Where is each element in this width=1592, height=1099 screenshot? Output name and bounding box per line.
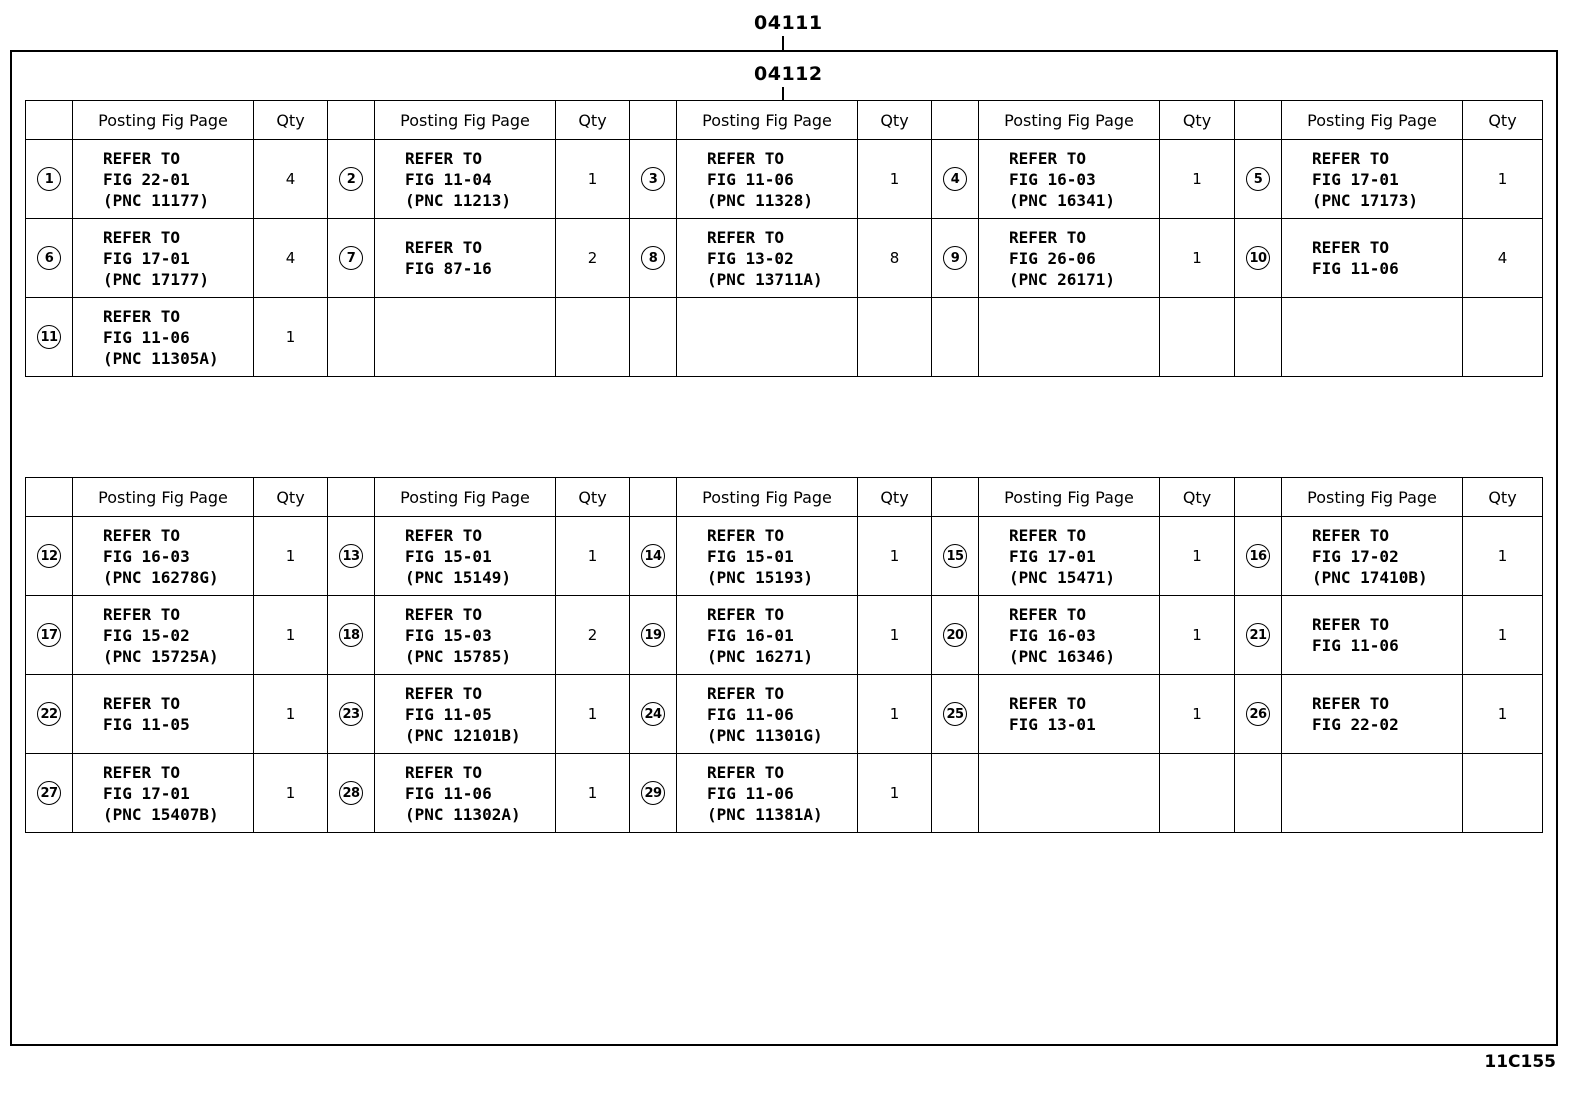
figure-code: 11C155: [1484, 1052, 1556, 1072]
table-header-row: [26, 478, 1543, 517]
reference-line: REFER TO: [707, 227, 785, 247]
item-callout-number: 26: [1246, 702, 1270, 726]
header-index-cell: [1235, 478, 1282, 517]
posting-reference-cell: [375, 298, 556, 377]
posting-reference-cell: [1282, 140, 1463, 219]
item-callout-number: 29: [641, 781, 665, 805]
posting-reference-cell: [979, 675, 1160, 754]
item-callout-number: 12: [37, 544, 61, 568]
item-callout-number: 19: [641, 623, 665, 647]
reference-line: REFER TO: [405, 238, 483, 257]
table-header-row: [26, 101, 1543, 140]
item-number-cell: [328, 219, 375, 298]
posting-reference-cell: [979, 140, 1160, 219]
posting-reference-cell: [73, 298, 254, 377]
item-callout-number: 15: [943, 544, 967, 568]
item-number-cell: [328, 298, 375, 377]
qty-cell: 1: [1463, 596, 1543, 675]
qty-cell: 1: [858, 517, 932, 596]
reference-line: REFER TO: [1009, 604, 1087, 624]
table-row: [26, 675, 1543, 754]
qty-cell: 1: [1463, 140, 1543, 219]
posting-reference-cell: [1282, 754, 1463, 833]
posting-reference-cell: [677, 675, 858, 754]
posting-reference-cell: [73, 596, 254, 675]
reference-line: FIG 11-04: [405, 169, 492, 189]
reference-line: (PNC 17410B): [1312, 567, 1428, 587]
item-number-cell: [932, 298, 979, 377]
qty-cell: 1: [858, 596, 932, 675]
qty-cell: 1: [1160, 517, 1235, 596]
reference-line: REFER TO: [405, 148, 483, 168]
item-callout-number: 5: [1246, 167, 1270, 191]
reference-line: FIG 11-06: [1312, 259, 1399, 278]
header-posting-fig-page: Posting Fig Page: [73, 478, 254, 517]
header-index-cell: [26, 478, 73, 517]
reference-line: (PNC 11302A): [405, 804, 521, 824]
posting-reference-cell: [979, 517, 1160, 596]
item-number-cell: [1235, 140, 1282, 219]
item-callout-number: 1: [37, 167, 61, 191]
reference-line: (PNC 16271): [707, 646, 813, 666]
qty-cell: 1: [858, 675, 932, 754]
reference-line: (PNC 16346): [1009, 646, 1115, 666]
reference-line: REFER TO: [1312, 238, 1390, 257]
item-number-cell: [932, 219, 979, 298]
qty-cell: [556, 298, 630, 377]
qty-cell: 1: [1160, 596, 1235, 675]
posting-reference-cell: [375, 219, 556, 298]
header-qty: Qty: [254, 478, 328, 517]
item-callout-number: 3: [641, 167, 665, 191]
reference-line: FIG 11-06: [1312, 636, 1399, 655]
reference-line: REFER TO: [103, 694, 181, 713]
reference-line: REFER TO: [1312, 694, 1390, 713]
posting-reference-cell: [375, 140, 556, 219]
group-label: 04111: [754, 12, 823, 34]
item-callout-number: 22: [37, 702, 61, 726]
posting-reference-cell: [677, 298, 858, 377]
table-row: [26, 596, 1543, 675]
posting-reference-cell: [375, 675, 556, 754]
item-number-cell: [932, 754, 979, 833]
reference-line: REFER TO: [103, 604, 181, 624]
reference-line: (PNC 15193): [707, 567, 813, 587]
item-number-cell: [932, 140, 979, 219]
header-qty: Qty: [1160, 478, 1235, 517]
item-callout-number: 7: [339, 246, 363, 270]
item-callout-number: 2: [339, 167, 363, 191]
qty-cell: 1: [1160, 219, 1235, 298]
qty-cell: 4: [1463, 219, 1543, 298]
item-number-cell: [932, 517, 979, 596]
header-index-cell: [932, 478, 979, 517]
posting-reference-cell: [73, 140, 254, 219]
item-number-cell: [630, 140, 677, 219]
qty-cell: 1: [1463, 517, 1543, 596]
reference-line: REFER TO: [103, 525, 181, 545]
table-row: [26, 219, 1543, 298]
posting-reference-cell: [1282, 596, 1463, 675]
reference-line: REFER TO: [1009, 148, 1087, 168]
header-posting-fig-page: Posting Fig Page: [375, 478, 556, 517]
reference-line: FIG 22-02: [1312, 715, 1399, 734]
reference-line: REFER TO: [103, 762, 181, 782]
reference-line: REFER TO: [1312, 615, 1390, 634]
reference-line: FIG 15-02: [103, 625, 190, 645]
item-number-cell: [26, 596, 73, 675]
item-number-cell: [1235, 219, 1282, 298]
qty-cell: 1: [556, 754, 630, 833]
qty-cell: 1: [1160, 675, 1235, 754]
reference-line: (PNC 13711A): [707, 269, 823, 289]
reference-line: REFER TO: [707, 762, 785, 782]
reference-line: REFER TO: [103, 148, 181, 168]
item-callout-number: 25: [943, 702, 967, 726]
qty-cell: [1160, 754, 1235, 833]
item-callout-number: 21: [1246, 623, 1270, 647]
header-qty: Qty: [1463, 478, 1543, 517]
reference-line: (PNC 15407B): [103, 804, 219, 824]
posting-reference-cell: [73, 517, 254, 596]
posting-reference-cell: [677, 596, 858, 675]
qty-cell: 1: [254, 298, 328, 377]
reference-line: FIG 87-16: [405, 259, 492, 278]
reference-line: REFER TO: [405, 762, 483, 782]
item-callout-number: 27: [37, 781, 61, 805]
item-number-cell: [328, 517, 375, 596]
qty-cell: 1: [556, 675, 630, 754]
qty-cell: 1: [858, 140, 932, 219]
reference-line: REFER TO: [1312, 148, 1390, 168]
item-callout-number: 8: [641, 246, 665, 270]
reference-line: FIG 13-02: [707, 248, 794, 268]
posting-reference-cell: [677, 517, 858, 596]
item-number-cell: [26, 219, 73, 298]
qty-cell: 1: [556, 140, 630, 219]
posting-reference-cell: [1282, 517, 1463, 596]
item-number-cell: [26, 517, 73, 596]
reference-line: (PNC 17173): [1312, 190, 1418, 210]
subgroup-label: 04112: [754, 63, 823, 85]
group-leader-line: [782, 36, 784, 50]
posting-reference-cell: [979, 754, 1160, 833]
qty-cell: 8: [858, 219, 932, 298]
reference-line: FIG 11-06: [707, 169, 794, 189]
reference-line: FIG 15-01: [707, 546, 794, 566]
reference-line: FIG 15-03: [405, 625, 492, 645]
item-callout-number: 4: [943, 167, 967, 191]
reference-line: (PNC 12101B): [405, 725, 521, 745]
reference-line: REFER TO: [405, 604, 483, 624]
reference-line: FIG 16-03: [1009, 169, 1096, 189]
subgroup-leader-line: [782, 87, 784, 100]
posting-reference-cell: [1282, 219, 1463, 298]
item-callout-number: 28: [339, 781, 363, 805]
qty-cell: [1463, 754, 1543, 833]
header-qty: Qty: [858, 101, 932, 140]
item-number-cell: [630, 517, 677, 596]
qty-cell: 1: [556, 517, 630, 596]
reference-line: (PNC 26171): [1009, 269, 1115, 289]
item-number-cell: [328, 596, 375, 675]
header-qty: Qty: [858, 478, 932, 517]
item-number-cell: [1235, 298, 1282, 377]
header-index-cell: [328, 101, 375, 140]
reference-line: (PNC 15785): [405, 646, 511, 666]
header-posting-fig-page: Posting Fig Page: [1282, 478, 1463, 517]
item-number-cell: [630, 596, 677, 675]
reference-line: FIG 11-06: [405, 783, 492, 803]
table-row: [26, 298, 1543, 377]
item-number-cell: [26, 140, 73, 219]
item-number-cell: [328, 140, 375, 219]
header-qty: Qty: [1463, 101, 1543, 140]
reference-line: FIG 17-02: [1312, 546, 1399, 566]
item-callout-number: 18: [339, 623, 363, 647]
header-qty: Qty: [556, 478, 630, 517]
reference-line: FIG 17-01: [1009, 546, 1096, 566]
item-callout-number: 10: [1246, 246, 1270, 270]
table-row: [26, 140, 1543, 219]
reference-line: FIG 16-01: [707, 625, 794, 645]
reference-line: FIG 11-06: [103, 327, 190, 347]
item-callout-number: 17: [37, 623, 61, 647]
posting-reference-cell: [677, 140, 858, 219]
posting-reference-cell: [979, 298, 1160, 377]
qty-cell: 1: [1160, 140, 1235, 219]
header-qty: Qty: [254, 101, 328, 140]
reference-table-lower: [25, 477, 1543, 833]
posting-reference-cell: [73, 754, 254, 833]
item-callout-number: 11: [37, 325, 61, 349]
item-number-cell: [630, 675, 677, 754]
item-callout-number: 20: [943, 623, 967, 647]
header-index-cell: [26, 101, 73, 140]
reference-line: (PNC 11328): [707, 190, 813, 210]
header-posting-fig-page: Posting Fig Page: [979, 101, 1160, 140]
reference-line: REFER TO: [707, 525, 785, 545]
header-index-cell: [328, 478, 375, 517]
item-callout-number: 16: [1246, 544, 1270, 568]
reference-line: (PNC 11213): [405, 190, 511, 210]
reference-line: REFER TO: [707, 683, 785, 703]
qty-cell: [1160, 298, 1235, 377]
item-number-cell: [1235, 517, 1282, 596]
item-number-cell: [932, 596, 979, 675]
item-number-cell: [630, 754, 677, 833]
posting-reference-cell: [677, 754, 858, 833]
reference-line: FIG 13-01: [1009, 715, 1096, 734]
reference-line: REFER TO: [1009, 227, 1087, 247]
qty-cell: 1: [254, 754, 328, 833]
reference-line: REFER TO: [1009, 525, 1087, 545]
reference-line: REFER TO: [707, 148, 785, 168]
reference-line: REFER TO: [103, 306, 181, 326]
reference-line: FIG 17-01: [103, 248, 190, 268]
item-callout-number: 13: [339, 544, 363, 568]
item-number-cell: [26, 298, 73, 377]
item-callout-number: 24: [641, 702, 665, 726]
reference-table-upper: [25, 100, 1543, 377]
posting-reference-cell: [979, 596, 1160, 675]
header-posting-fig-page: Posting Fig Page: [979, 478, 1160, 517]
header-posting-fig-page: Posting Fig Page: [73, 101, 254, 140]
reference-line: (PNC 15149): [405, 567, 511, 587]
header-posting-fig-page: Posting Fig Page: [1282, 101, 1463, 140]
reference-line: (PNC 15725A): [103, 646, 219, 666]
reference-line: REFER TO: [1312, 525, 1390, 545]
posting-reference-cell: [1282, 675, 1463, 754]
posting-reference-cell: [979, 219, 1160, 298]
reference-line: FIG 26-06: [1009, 248, 1096, 268]
header-posting-fig-page: Posting Fig Page: [375, 101, 556, 140]
header-index-cell: [630, 101, 677, 140]
item-number-cell: [932, 675, 979, 754]
reference-line: (PNC 11305A): [103, 348, 219, 368]
header-qty: Qty: [556, 101, 630, 140]
reference-line: REFER TO: [103, 227, 181, 247]
qty-cell: 1: [254, 596, 328, 675]
reference-line: (PNC 11301G): [707, 725, 823, 745]
item-callout-number: 23: [339, 702, 363, 726]
reference-line: (PNC 11177): [103, 190, 209, 210]
header-index-cell: [630, 478, 677, 517]
qty-cell: 1: [1463, 675, 1543, 754]
reference-line: REFER TO: [707, 604, 785, 624]
posting-reference-cell: [73, 219, 254, 298]
reference-line: (PNC 11381A): [707, 804, 823, 824]
reference-line: REFER TO: [1009, 694, 1087, 713]
item-number-cell: [1235, 675, 1282, 754]
reference-line: REFER TO: [405, 683, 483, 703]
header-qty: Qty: [1160, 101, 1235, 140]
posting-reference-cell: [1282, 298, 1463, 377]
item-number-cell: [328, 754, 375, 833]
reference-line: FIG 11-05: [103, 715, 190, 734]
header-posting-fig-page: Posting Fig Page: [677, 101, 858, 140]
reference-line: FIG 11-06: [707, 704, 794, 724]
reference-line: FIG 11-06: [707, 783, 794, 803]
reference-line: FIG 17-01: [1312, 169, 1399, 189]
item-number-cell: [1235, 754, 1282, 833]
reference-line: (PNC 17177): [103, 269, 209, 289]
table-row: [26, 517, 1543, 596]
reference-line: REFER TO: [405, 525, 483, 545]
reference-line: FIG 15-01: [405, 546, 492, 566]
qty-cell: 2: [556, 219, 630, 298]
header-index-cell: [1235, 101, 1282, 140]
qty-cell: [1463, 298, 1543, 377]
reference-line: FIG 11-05: [405, 704, 492, 724]
item-number-cell: [630, 298, 677, 377]
table-row: [26, 754, 1543, 833]
posting-reference-cell: [375, 517, 556, 596]
posting-reference-cell: [677, 219, 858, 298]
qty-cell: 2: [556, 596, 630, 675]
item-number-cell: [26, 675, 73, 754]
item-callout-number: 6: [37, 246, 61, 270]
qty-cell: 1: [254, 675, 328, 754]
reference-line: (PNC 16341): [1009, 190, 1115, 210]
qty-cell: 4: [254, 219, 328, 298]
posting-reference-cell: [375, 754, 556, 833]
item-callout-number: 9: [943, 246, 967, 270]
qty-cell: [858, 298, 932, 377]
qty-cell: 4: [254, 140, 328, 219]
item-number-cell: [630, 219, 677, 298]
reference-line: (PNC 16278G): [103, 567, 219, 587]
item-number-cell: [26, 754, 73, 833]
reference-line: FIG 16-03: [1009, 625, 1096, 645]
reference-line: FIG 16-03: [103, 546, 190, 566]
reference-line: (PNC 15471): [1009, 567, 1115, 587]
posting-reference-cell: [73, 675, 254, 754]
qty-cell: 1: [858, 754, 932, 833]
header-index-cell: [932, 101, 979, 140]
reference-line: FIG 17-01: [103, 783, 190, 803]
header-posting-fig-page: Posting Fig Page: [677, 478, 858, 517]
reference-line: FIG 22-01: [103, 169, 190, 189]
posting-reference-cell: [375, 596, 556, 675]
item-callout-number: 14: [641, 544, 665, 568]
item-number-cell: [328, 675, 375, 754]
item-number-cell: [1235, 596, 1282, 675]
qty-cell: 1: [254, 517, 328, 596]
